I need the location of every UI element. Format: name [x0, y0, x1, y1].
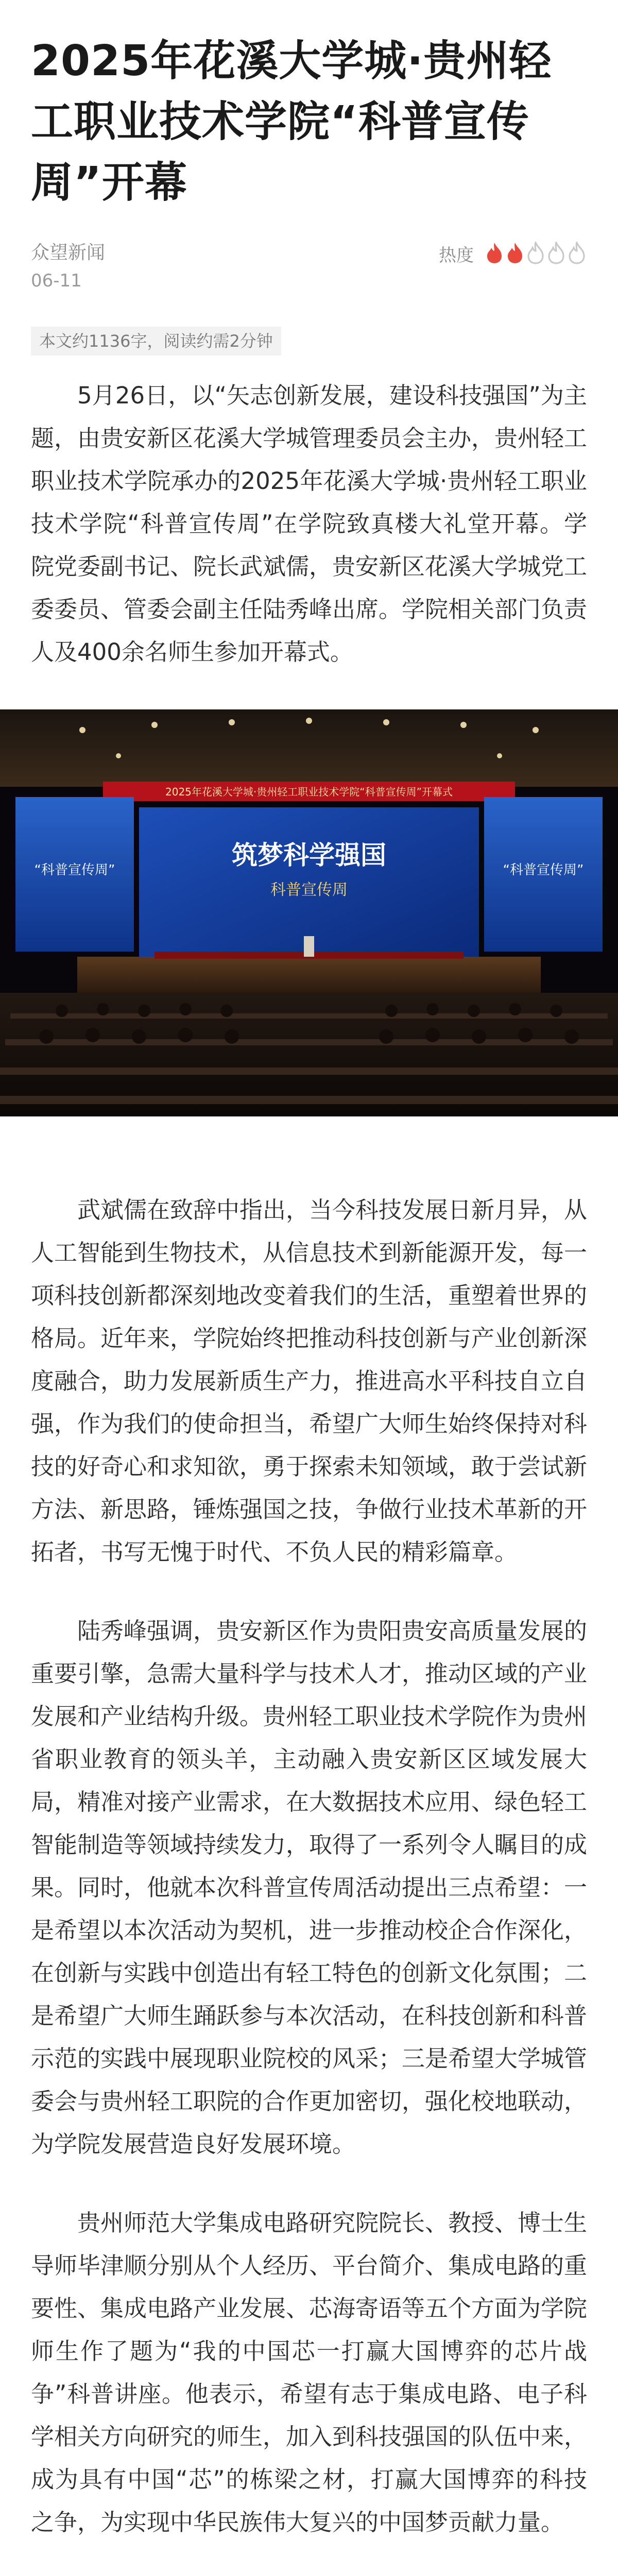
photo-screen-title: 筑梦科学强国: [232, 840, 386, 870]
paragraph-4: 贵州师范大学集成电路研究院院长、教授、博士生导师毕津顺分别从个人经历、平台简介、集成电路的重要性、集成电路产业发展、芯海寄语等五个方面为学院师生作了题为“我的中国芯一打赢大国博弈的芯片战争”科普讲座。他表示，希望有志于集成电路、电子科学相关方向研究的师生，加入到科技强国的队伍中来，成为具有中国“芯”的栋梁之材，打赢大国博弈的科技之争，为实现中华民族伟大复兴的中国梦贡献力量。: [31, 2209, 588, 2536]
auditorium-image: [0, 709, 618, 1116]
paragraph-1: 5月26日，以“矢志创新发展，建设科技强国”为主题，由贵安新区花溪大学城管理委员会主办，贵州轻工职业技术学院承办的2025年花溪大学城·贵州轻工职业技术学院“科普宣传周”在学院致真楼大礼堂开幕。学院党委副书记、院长武斌儒，贵安新区花溪大学城党工委委员、管委会副主任陆秀峰出席。学院相关部门负责人及400余名师生参加开幕式。: [31, 382, 588, 666]
spacer: [0, 1573, 618, 1609]
article-source[interactable]: 众望新闻: [31, 242, 106, 263]
spacer: [0, 2544, 618, 2576]
reading-stats: 本文约1136字，阅读约需2分钟: [31, 327, 281, 355]
article-meta: [0, 213, 618, 294]
paragraph-2: 武斌儒在致辞中指出，当今科技发展日新月异，从人工智能到生物技术，从信息技术到新能源开发，每一项科技创新都深刻地改变着我们的生活，重塑着世界的格局。近年来，学院始终把推动科技创新与产业创新深度融合，助力发展新质生产力，推进高水平科技自立自强，作为我们的使命担当，希望广大师生始终保持对科技的好奇心和求知欲，勇于探索未知领域，敢于尝试新方法、新思路，锤炼强国之技，争做行业技术革新的开拓者，书写无愧于时代、不负人民的精彩篇章。: [31, 1196, 588, 1566]
photo-side-right: “科普宣传周”: [503, 862, 584, 878]
flame-icon: [484, 242, 505, 264]
flame-icon: [505, 242, 525, 264]
article-title: 2025年花溪大学城·贵州轻工职业技术学院“科普宣传周”开幕: [31, 37, 552, 207]
flame-icon: [566, 242, 587, 264]
heat-indicator: [439, 241, 587, 266]
paragraph-3: 陆秀峰强调，贵安新区作为贵阳贵安高质量发展的重要引擎，急需大量科学与技术人才，推动区域的产业发展和产业结构升级。贵州轻工职业技术学院作为贵州省职业教育的领头羊，主动融入贵安新区区域发展大局，精准对接产业需求，在大数据技术应用、绿色轻工智能制造等领域持续发力，取得了一系列令人瞩目的成果。同时，他就本次科普宣传周活动提出三点希望：一是希望以本次活动为契机，进一步推动校企合作深化，在创新与实践中创造出有轻工特色的创新文化氛围；二是希望广大师生踊跃参与本次活动，在科技创新和科普示范的实践中展现职业院校的风采；三是希望大学城管委会与贵州轻工职院的合作更加密切，强化校地联动，为学院发展营造良好发展环境。: [31, 1617, 588, 2158]
spacer: [0, 2165, 618, 2201]
meta-left: [31, 240, 105, 294]
flame-icon: [525, 242, 546, 264]
heat-label: 热度: [439, 245, 474, 266]
event-photo: [0, 709, 618, 1116]
photo-banner-text: 2025年花溪大学城·贵州轻工职业技术学院“科普宣传周”开幕式: [165, 786, 453, 798]
flame-icon: [546, 242, 566, 264]
article-date: 06-11: [31, 270, 82, 291]
photo-side-left: “科普宣传周”: [34, 862, 115, 878]
photo-screen-sub: 科普宣传周: [270, 881, 348, 899]
spacer: [0, 1116, 618, 1189]
heat-flames: [484, 242, 587, 266]
